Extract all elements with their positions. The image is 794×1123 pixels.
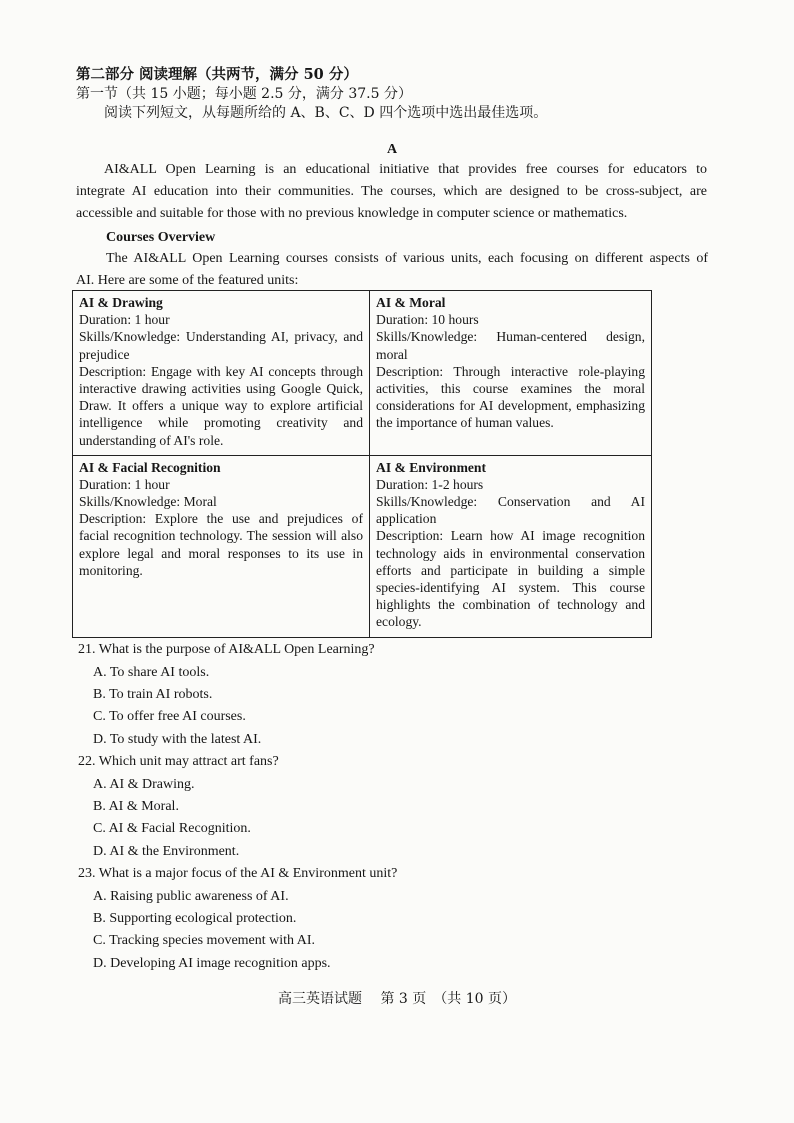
unit-duration: Duration: 1-2 hours — [376, 476, 484, 492]
question-22-option-c: C. AI & Facial Recognition. — [93, 821, 251, 836]
unit-title: AI & Facial Recognition — [79, 459, 221, 475]
overview-heading: Courses Overview — [106, 230, 216, 245]
question-21-option-c: C. To offer free AI courses. — [93, 709, 246, 724]
question-23-option-d: D. Developing AI image recognition apps. — [93, 956, 331, 971]
page-footer: 高三英语试题 第 3 页 （共 10 页） — [278, 991, 516, 1007]
unit-duration: Duration: 1 hour — [79, 476, 170, 492]
question-21-stem: 21. What is the purpose of AI&ALL Open Learning? — [78, 642, 375, 657]
part-title: 第二部分 阅读理解（共两节，满分 50 分） — [76, 66, 358, 83]
unit-description: Description: Learn how AI image recognition technology aids in environmental conservation efforts and participate in building a simple species-identifying AI system. This course highlights the combination of technology and ecology. — [376, 528, 645, 630]
question-23-option-a: A. Raising public awareness of AI. — [93, 889, 289, 904]
unit-duration: Duration: 1 hour — [79, 312, 170, 328]
question-22-option-a: A. AI & Drawing. — [93, 777, 195, 792]
intro-line-1: AI&ALL Open Learning is an educational initiative that provides free courses for educators to — [104, 162, 707, 177]
question-22-option-d: D. AI & the Environment. — [93, 844, 240, 859]
overview-line-2: AI. Here are some of the featured units: — [76, 273, 299, 288]
question-21-option-a: A. To share AI tools. — [93, 665, 210, 680]
unit-skills: Skills/Knowledge: Human-centered design, moral — [376, 329, 645, 362]
passage-letter: A — [386, 142, 398, 157]
unit-cell-environment — [370, 455, 652, 637]
intro-line-2: integrate AI education into their communities. The courses, which are designed to be cross-subject, are — [76, 184, 707, 199]
question-23-option-b: B. Supporting ecological protection. — [93, 911, 297, 926]
unit-title: AI & Drawing — [79, 295, 163, 310]
instruction: 阅读下列短文，从每题所给的 A、B、C、D 四个选项中选出最佳选项。 — [104, 105, 548, 121]
section-title: 第一节（共 15 小题；每小题 2.5 分，满分 37.5 分） — [76, 86, 412, 102]
unit-skills: Skills/Knowledge: Understanding AI, privacy, and prejudice — [79, 329, 363, 362]
question-23-stem: 23. What is a major focus of the AI & Environment unit? — [78, 866, 398, 881]
unit-duration: Duration: 10 hours — [376, 312, 479, 328]
units-row — [73, 291, 652, 456]
units-row — [73, 455, 652, 637]
question-23-option-c: C. Tracking species movement with AI. — [93, 933, 316, 948]
unit-description: Description: Engage with key AI concepts through interactive drawing activities using Google Quick, Draw. It offers a unique way to explore artificial intelligence while promoting creativity and understanding of AI's role. — [79, 363, 363, 448]
question-21-option-b: B. To train AI robots. — [93, 687, 213, 702]
unit-title: AI & Environment — [376, 459, 487, 475]
unit-cell-facial-recognition — [73, 455, 370, 637]
unit-cell-drawing — [73, 291, 370, 456]
unit-skills: Skills/Knowledge: Moral — [79, 493, 217, 509]
overview-line-1: The AI&ALL Open Learning courses consists of various units, each focusing on different aspects of — [106, 251, 708, 266]
unit-title: AI & Moral — [376, 295, 446, 310]
question-21-option-d: D. To study with the latest AI. — [93, 732, 262, 747]
intro-line-3: accessible and suitable for those with no previous knowledge in computer science or mathematics. — [76, 206, 628, 221]
unit-cell-moral — [370, 291, 652, 456]
units-table — [72, 290, 652, 638]
unit-description: Description: Through interactive role-playing activities, this course examines the moral considerations for AI development, emphasizing the importance of human values. — [376, 363, 645, 431]
unit-description: Description: Explore the use and prejudices of facial recognition technology. The session will also explore legal and moral responses to its use in monitoring. — [79, 511, 363, 578]
unit-skills: Skills/Knowledge: Conservation and AI application — [376, 493, 645, 527]
question-22-stem: 22. Which unit may attract art fans? — [78, 754, 279, 769]
question-22-option-b: B. AI & Moral. — [93, 799, 179, 814]
